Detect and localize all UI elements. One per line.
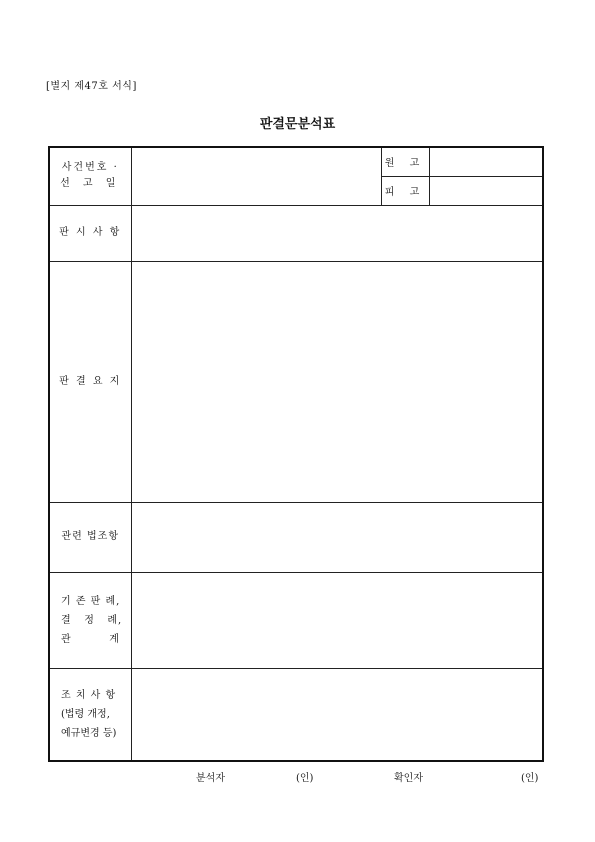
confirmer-label: 확인자: [394, 773, 423, 784]
action-label-line2: (법령 개정,: [61, 708, 110, 720]
precedent-label-line3: 관 계: [61, 633, 120, 645]
action-label-cell: [49, 668, 131, 761]
related-law-field[interactable]: [131, 502, 543, 572]
precedent-field[interactable]: [131, 572, 543, 668]
judgment-summary-label: 판 결 요 지: [49, 261, 131, 502]
case-number-field[interactable]: [131, 147, 381, 205]
analysis-table: [48, 146, 544, 762]
case-number-label-cell: [49, 147, 131, 205]
judgment-items-label: 판 시 사 항: [49, 205, 131, 261]
signature-line: [0, 769, 595, 785]
defendant-field[interactable]: [429, 176, 543, 205]
precedent-label-cell: [49, 572, 131, 668]
action-label-line1: 조 치 사 항: [61, 689, 117, 701]
plaintiff-label: 원 고: [381, 147, 429, 176]
precedent-label-line1: 기 존 판 례,: [61, 595, 121, 607]
judgment-items-field[interactable]: [131, 205, 543, 261]
decision-date-label: 선 고 일: [60, 178, 121, 190]
precedent-label-line2: 결 정 례,: [61, 614, 123, 626]
analyst-seal: (인): [296, 773, 314, 784]
action-field[interactable]: [131, 668, 543, 761]
action-label-line3: 예규변경 등): [61, 727, 117, 739]
plaintiff-field[interactable]: [429, 147, 543, 176]
confirmer-seal: (인): [521, 773, 539, 784]
form-reference: [별지 제47호 서식]: [46, 81, 137, 92]
document-title: 판결문분석표: [259, 117, 336, 132]
case-number-label: 사건번호 ·: [61, 162, 119, 174]
related-law-label: 관련 법조항: [49, 502, 131, 572]
defendant-label: 피 고: [381, 176, 429, 205]
judgment-summary-field[interactable]: [131, 261, 543, 502]
analyst-label: 분석자: [196, 773, 225, 784]
